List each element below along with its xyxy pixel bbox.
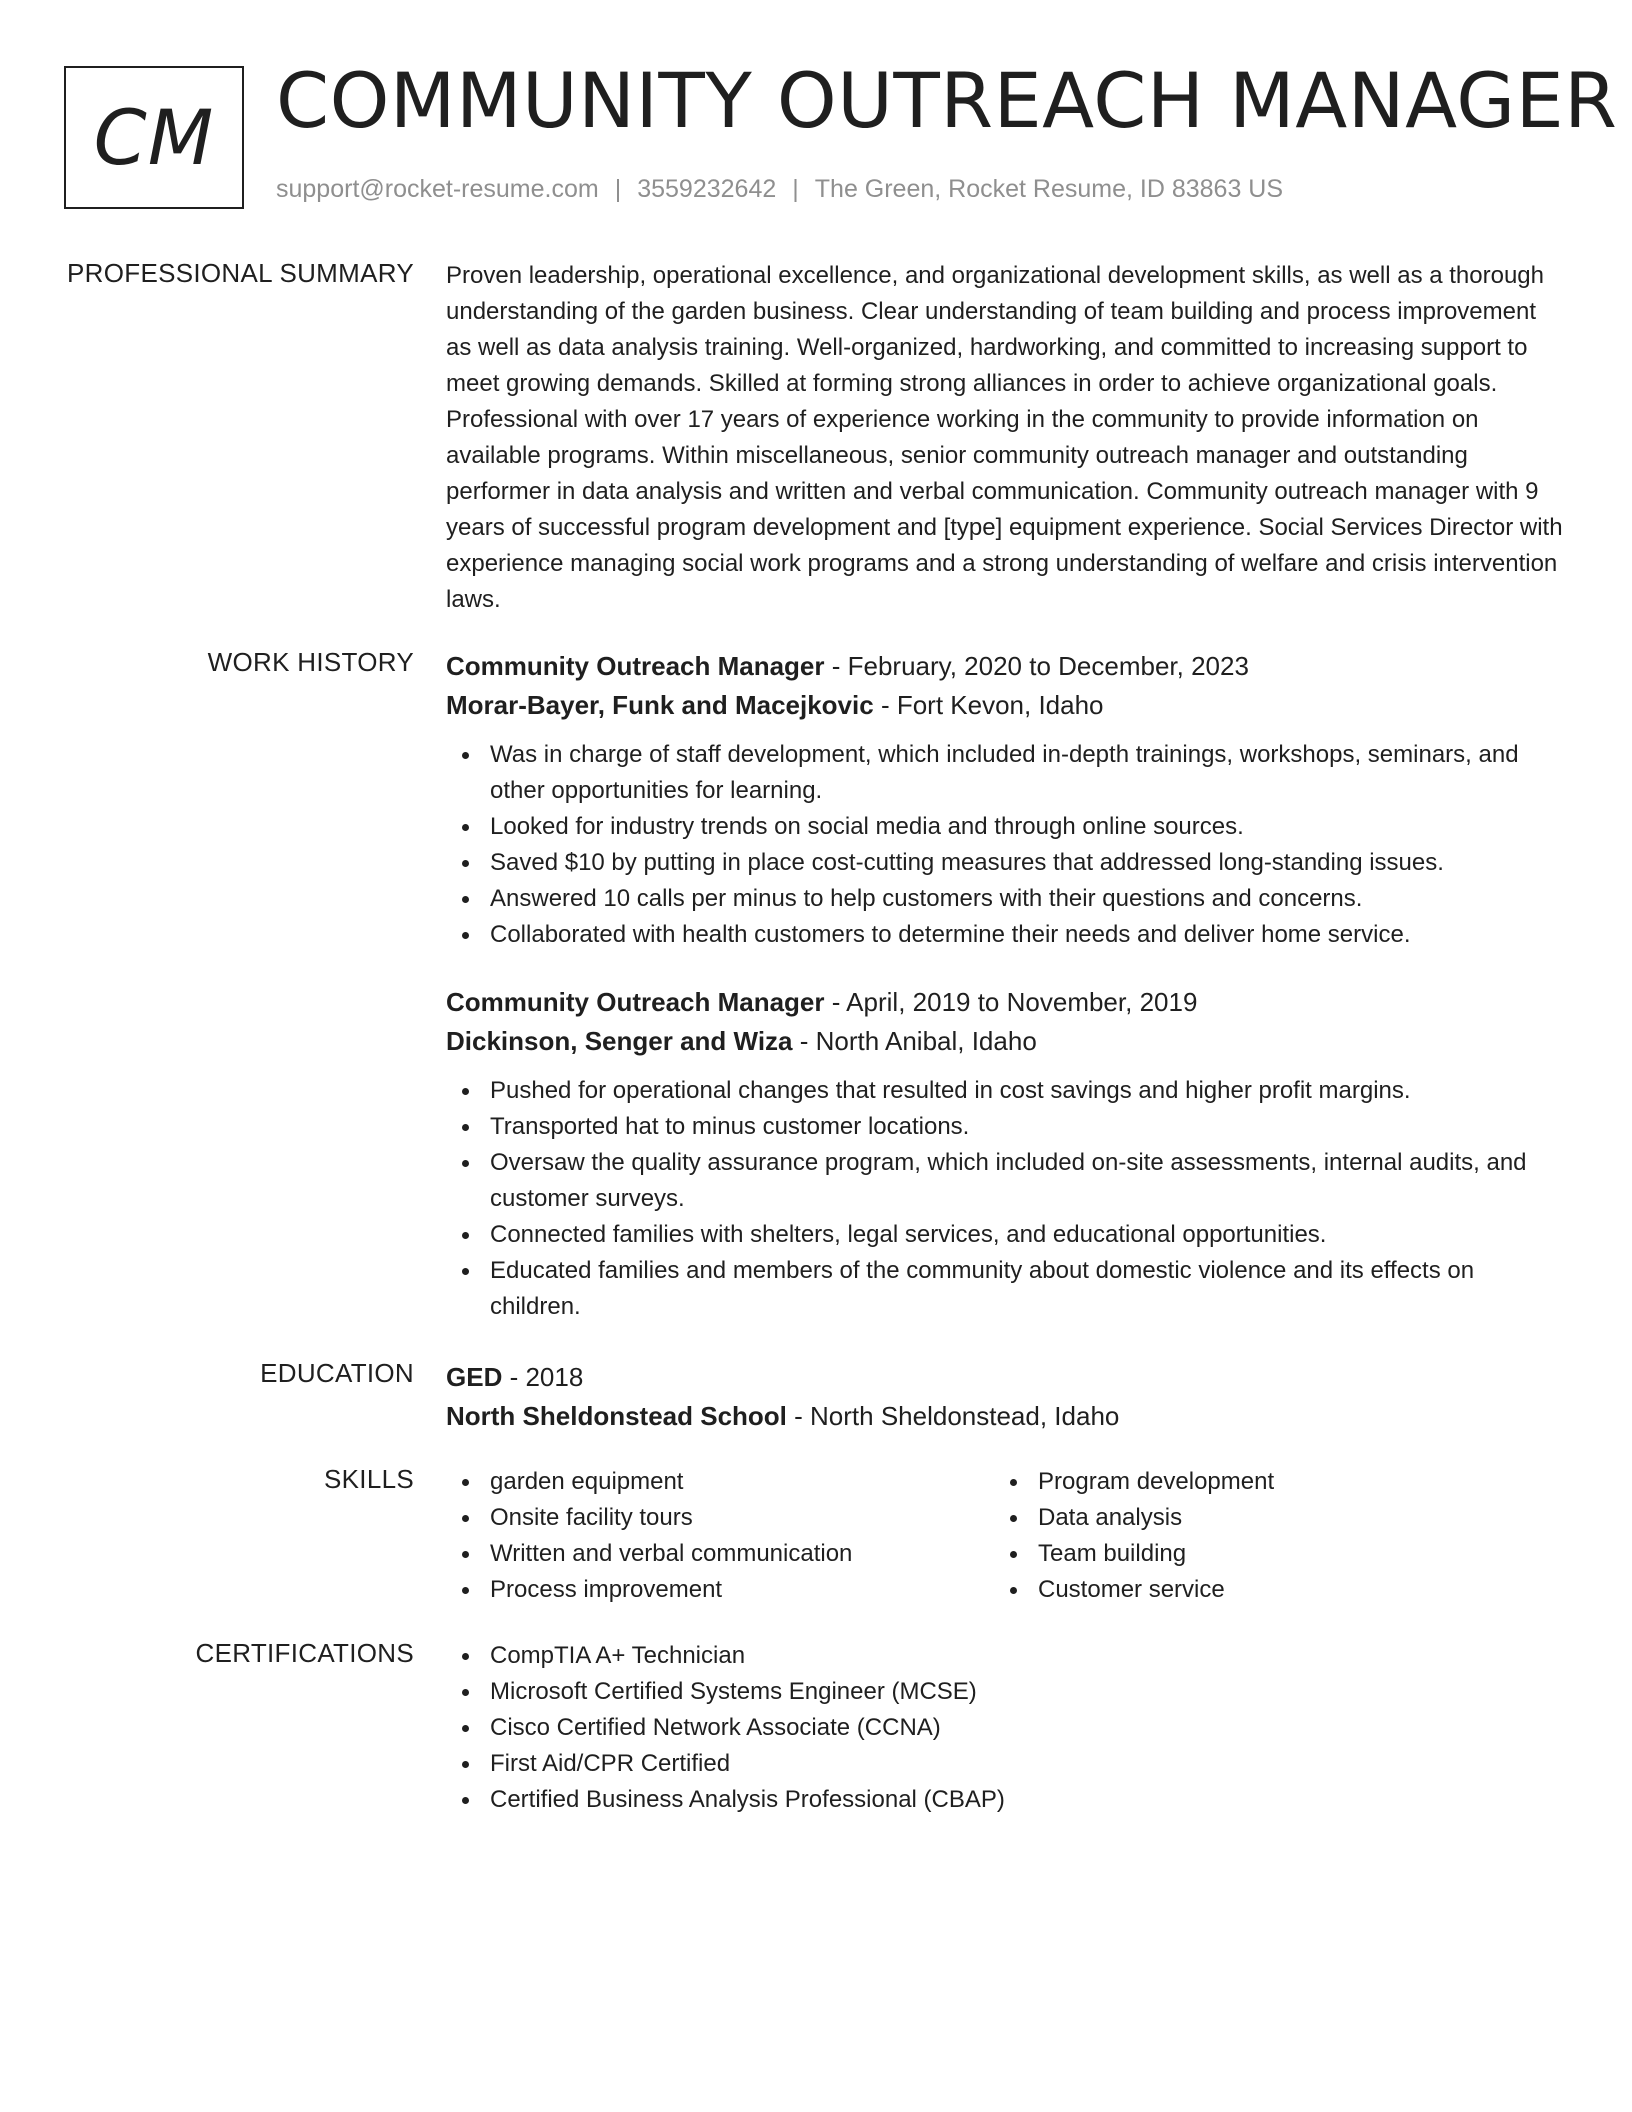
contact-phone[interactable]: 3559232642 [637, 175, 777, 203]
list-item: Team building [994, 1536, 1542, 1572]
list-item: Program development [994, 1464, 1542, 1500]
list-item: garden equipment [446, 1464, 994, 1500]
summary-text: Proven leadership, operational excellence, and organizational development skills, as well as a thorough understanding of the garden business. Clear understanding of team building and process improvement as well as data analysis training. Well-organized, hardworking, and committed to increasing support to meet growing demands. Skilled at forming strong alliances in order to achieve organizational goals. Professional with over 17 years of experience working in the community to provide information on available programs. Within miscellaneous, senior community outreach manager and outstanding performer in data analysis and written and verbal communication. Community outreach manager with 9 years of successful program development and [type] equipment experience. Social Services Director with experience managing social work programs and a strong understanding of welfare and crisis intervention laws. [446, 262, 1563, 613]
list-item: Transported hat to minus customer locations. [446, 1109, 1566, 1145]
section-label-skills: SKILLS [324, 1464, 414, 1494]
job-entry [446, 647, 1566, 953]
education-location: - North Sheldonstead, Idaho [786, 1401, 1120, 1431]
certifications-body [446, 1638, 1566, 1818]
list-item: Oversaw the quality assurance program, which included on-site assessments, internal audits, and customer surveys. [446, 1145, 1566, 1217]
contact-separator: | [614, 175, 622, 203]
job-entry [446, 983, 1566, 1325]
skills-column-1 [446, 1464, 994, 1608]
job-title: Community Outreach Manager [446, 651, 825, 681]
job-location: - Fort Kevon, Idaho [873, 690, 1104, 720]
education-degree-line [446, 1358, 1566, 1397]
job-dates: - April, 2019 to November, 2019 [824, 987, 1198, 1017]
list-item: Data analysis [994, 1500, 1542, 1536]
list-item: First Aid/CPR Certified [446, 1746, 1566, 1782]
list-item: Collaborated with health customers to determine their needs and deliver home service. [446, 917, 1566, 953]
resume-title: COMMUNITY OUTREACH MANAGER [276, 56, 1618, 145]
job-company-line [446, 1022, 1566, 1061]
job-bullets [446, 1073, 1566, 1325]
work-history-body [446, 647, 1566, 1325]
list-item: Pushed for operational changes that resulted in cost savings and higher profit margins. [446, 1073, 1566, 1109]
list-item: Customer service [994, 1572, 1542, 1608]
list-item: Was in charge of staff development, which included in-depth trainings, workshops, seminars, and other opportunities for learning. [446, 737, 1566, 809]
job-title-line [446, 983, 1566, 1022]
initials-monogram: CM [64, 66, 244, 209]
education-body [446, 1358, 1566, 1436]
list-item: Looked for industry trends on social media and through online sources. [446, 809, 1566, 845]
section-label-education: EDUCATION [260, 1358, 414, 1388]
education-degree: GED [446, 1362, 503, 1392]
list-item: Written and verbal communication [446, 1536, 994, 1572]
job-title-line [446, 647, 1566, 686]
education-school: North Sheldonstead School [446, 1401, 787, 1431]
section-label-work-history: WORK HISTORY [207, 647, 414, 677]
job-location: - North Anibal, Idaho [792, 1026, 1037, 1056]
section-label-certifications: CERTIFICATIONS [195, 1638, 414, 1668]
contact-address: The Green, Rocket Resume, ID 83863 US [814, 175, 1284, 203]
contact-email[interactable]: support@rocket-resume.com [276, 175, 599, 203]
job-company: Morar-Bayer, Funk and Macejkovic [446, 690, 874, 720]
list-item: Answered 10 calls per minus to help customers with their questions and concerns. [446, 881, 1566, 917]
job-dates: - February, 2020 to December, 2023 [824, 651, 1249, 681]
contact-line [276, 175, 1283, 204]
section-label-summary: PROFESSIONAL SUMMARY [67, 258, 414, 288]
list-item: Onsite facility tours [446, 1500, 994, 1536]
list-item: Microsoft Certified Systems Engineer (MCSE) [446, 1674, 1566, 1710]
list-item: Connected families with shelters, legal services, and educational opportunities. [446, 1217, 1566, 1253]
list-item: Cisco Certified Network Associate (CCNA) [446, 1710, 1566, 1746]
list-item: CompTIA A+ Technician [446, 1638, 1566, 1674]
job-bullets [446, 737, 1566, 953]
education-school-line [446, 1397, 1566, 1436]
list-item: Certified Business Analysis Professional (CBAP) [446, 1782, 1566, 1818]
certifications-list [446, 1638, 1566, 1818]
skills-column-2 [994, 1464, 1542, 1608]
skills-body [446, 1464, 1566, 1608]
job-company: Dickinson, Senger and Wiza [446, 1026, 793, 1056]
list-item: Educated families and members of the community about domestic violence and its effects on children. [446, 1253, 1566, 1325]
job-company-line [446, 686, 1566, 725]
contact-separator: | [792, 175, 799, 203]
job-title: Community Outreach Manager [446, 987, 825, 1017]
list-item: Saved $10 by putting in place cost-cutting measures that addressed long-standing issues. [446, 845, 1566, 881]
education-year: - 2018 [502, 1362, 584, 1392]
summary-body [446, 258, 1566, 618]
list-item: Process improvement [446, 1572, 994, 1608]
